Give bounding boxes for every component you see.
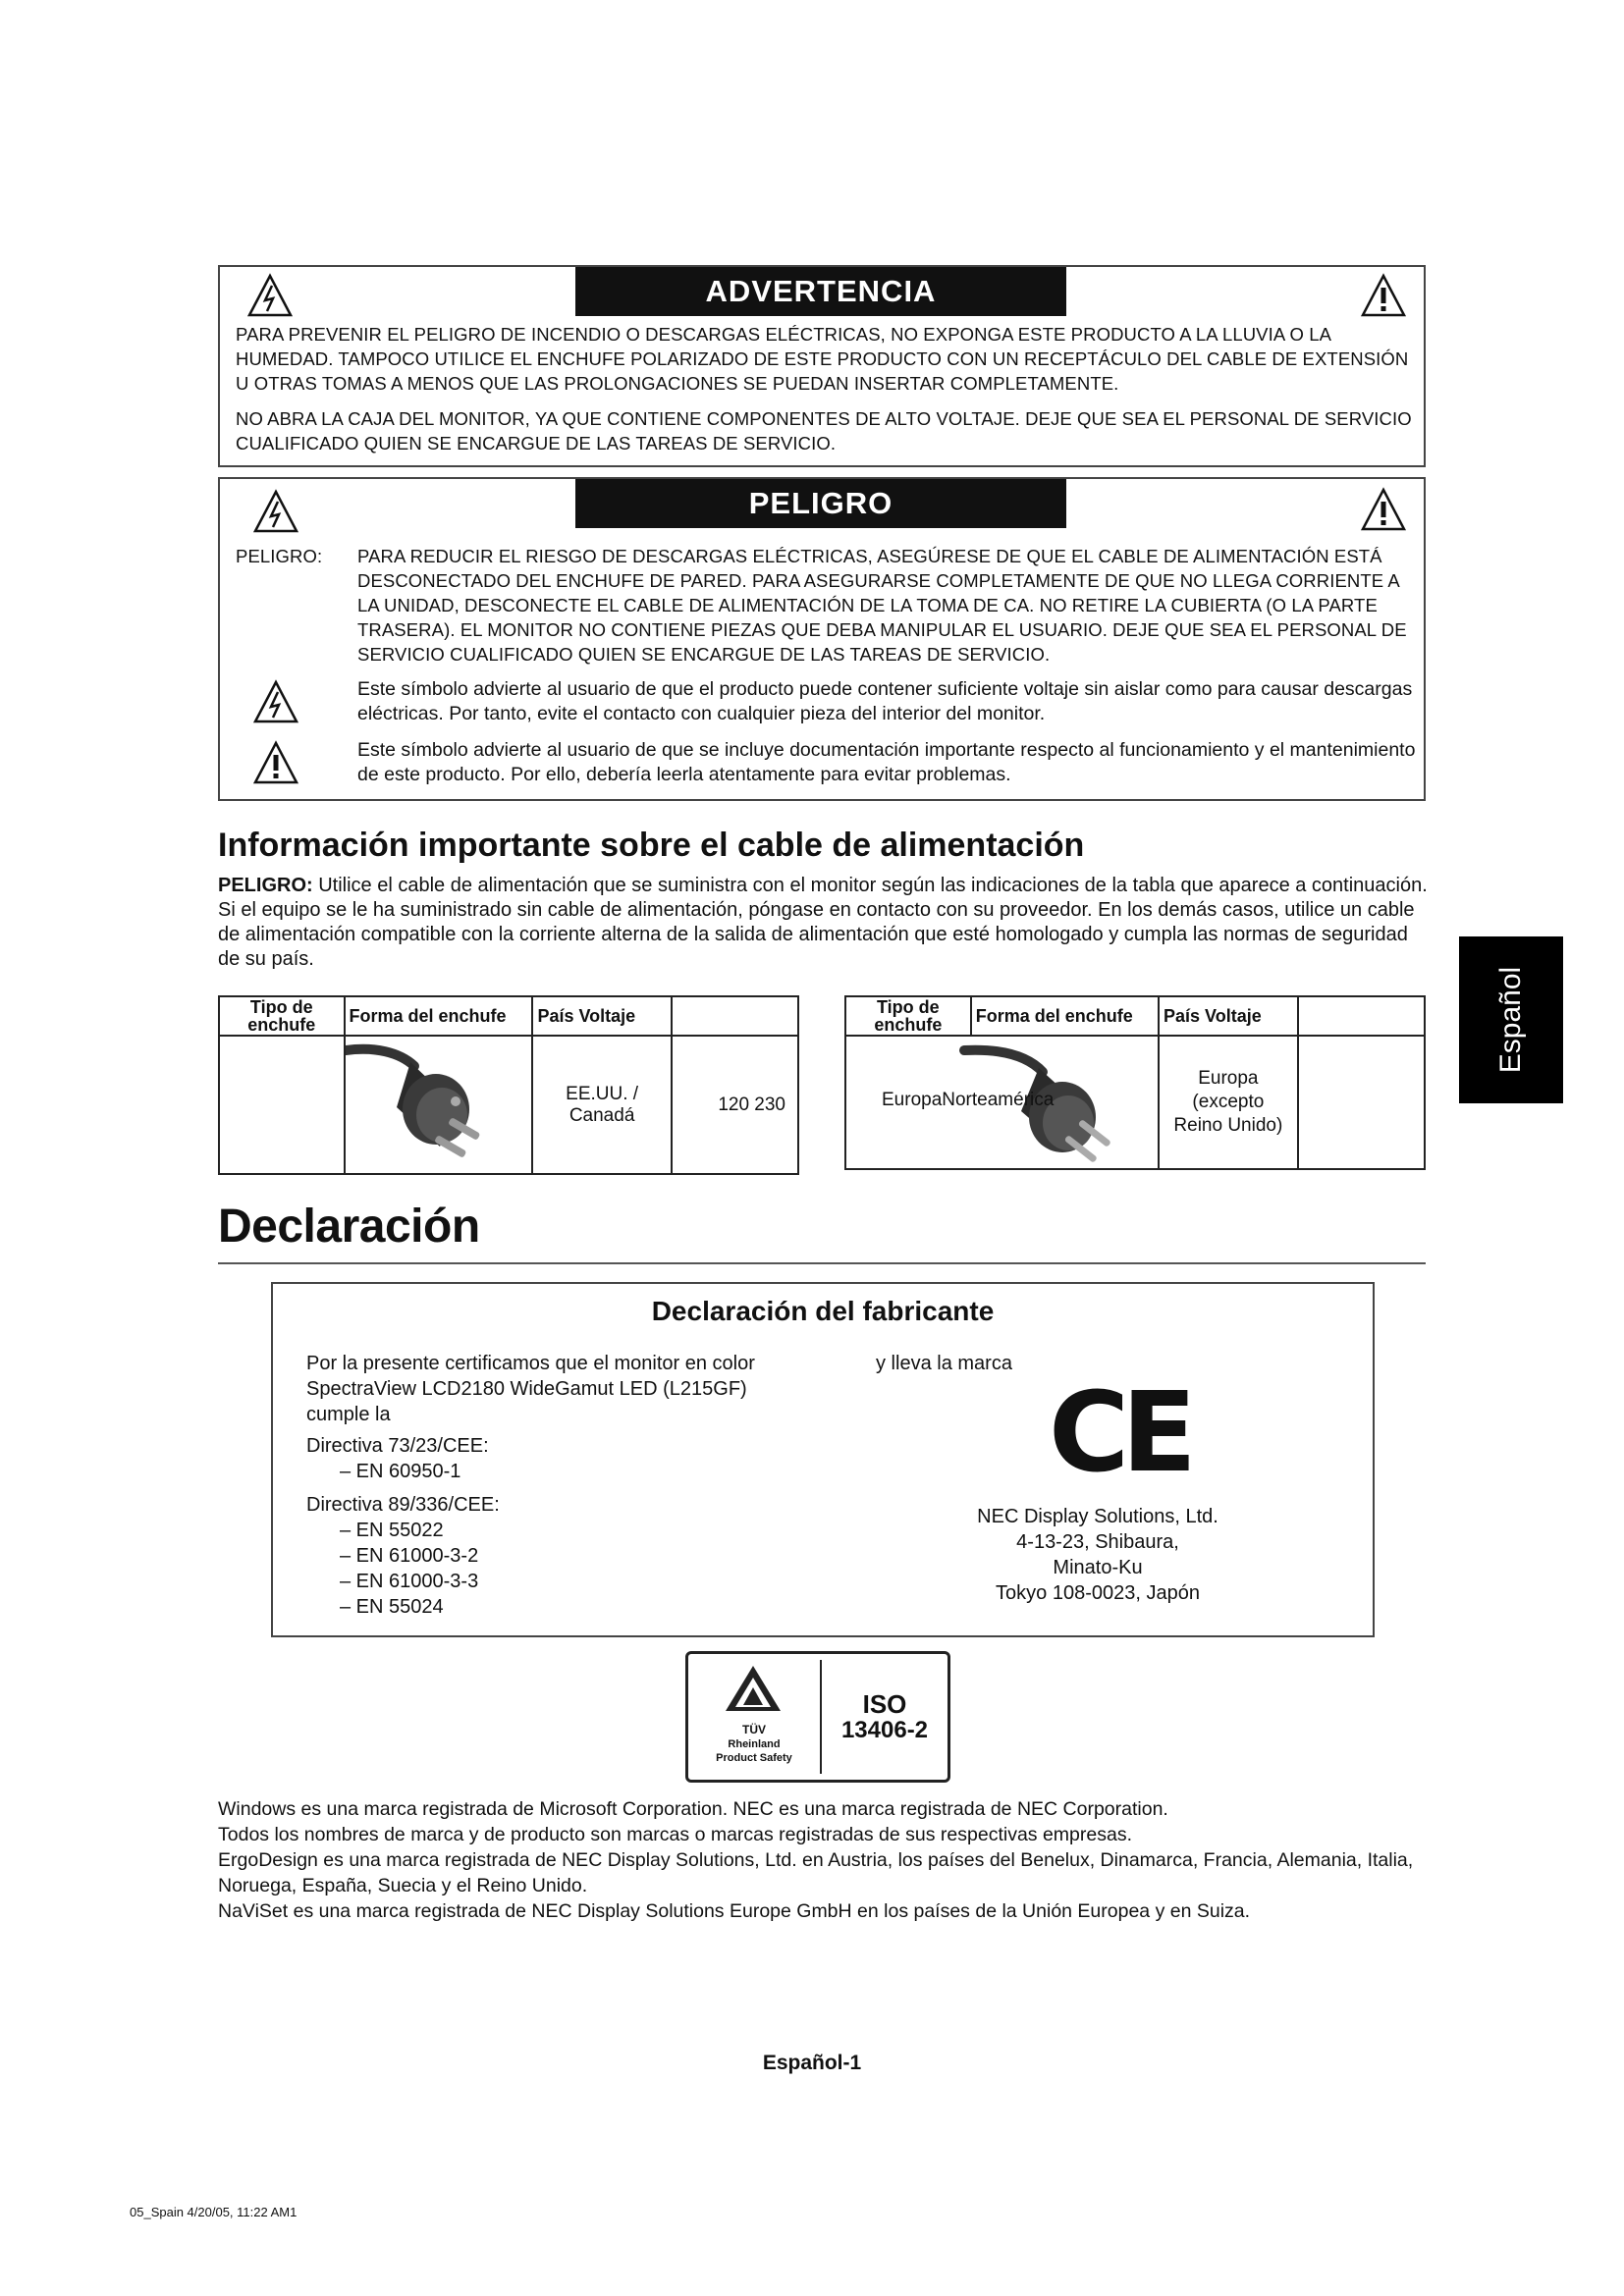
language-side-tab[interactable]: [1459, 936, 1563, 1103]
directive-89-336: Directiva 89/336/CEE:: [306, 1494, 500, 1516]
company-address-line: 4-13-23, Shibaura,: [1016, 1531, 1179, 1553]
iso-number: 13406-2: [840, 1717, 929, 1743]
us-plug-image: [345, 1036, 533, 1174]
directive-73-23: Directiva 73/23/CEE:: [306, 1435, 489, 1457]
ce-mark-text: y lleva la marca: [876, 1353, 1012, 1374]
directive-73-23-item: – EN 60950-1: [340, 1461, 461, 1482]
footer-stamp: 05_Spain 4/20/05, 11:22 AM1: [130, 2205, 298, 2219]
power-cord-text: [218, 874, 1428, 972]
declaration-heading: Declaración: [218, 1201, 480, 1253]
company-address-line: Tokyo 108-0023, Japón: [996, 1582, 1200, 1604]
tuv-line-2: Rheinland: [728, 1738, 781, 1750]
warning-paragraph-1: PARA PREVENIR EL PELIGRO DE INCENDIO O DESCARGAS ELÉCTRICAS, NO EXPONGA ESTE PRODUCTO A LA LLUVIA O LA HUMEDAD. TAMPOCO UTILICE EL ENCHUFE POLARIZADO DE ESTE PRODUCTO CON UN RECEPTÁCULO DEL CABLE DE EXTENSIÓN U OTRAS TOMAS A MENOS QUE LAS PROLONGACIONES SE PUEDAN INSERTAR COMPLETAMENTE.: [236, 324, 1409, 394]
declaration-intro: Por la presente certificamos que el monitor en color SpectraView LCD2180 WideGamut LED (L215GF) cumple la: [306, 1353, 755, 1425]
manufacturer-declaration-title: Declaración del fabricante: [651, 1296, 995, 1326]
exclamation-icon: [1361, 273, 1406, 318]
iso-label: ISO: [862, 1689, 907, 1719]
europe-plug-cell: [845, 1036, 1159, 1169]
electric-shock-icon: [247, 273, 293, 318]
us-country-cell: EE.UU. / Canadá: [532, 1036, 671, 1174]
directive-89-336-item: – EN 61000-3-3: [340, 1571, 479, 1592]
table-header-plug-shape: Forma del enchufe: [971, 996, 1159, 1036]
manufacturer-declaration-box: [271, 1282, 1375, 1637]
warning-box: [218, 265, 1426, 467]
company-address-line: Minato-Ku: [1053, 1557, 1143, 1578]
tuv-iso-logo: [685, 1651, 950, 1783]
tuv-triangle-icon: [724, 1664, 783, 1713]
us-voltage-cell: 120 230: [672, 1036, 798, 1174]
electric-shock-icon: [253, 679, 298, 724]
warning-title: ADVERTENCIA: [575, 267, 1066, 316]
danger-label: PELIGRO:: [236, 546, 323, 566]
trademark-windows: Windows es una marca registrada de Microsoft Corporation. NEC es una marca registrada de NEC Corporation.: [218, 1798, 1168, 1820]
table-header-plug-shape: Forma del enchufe: [345, 996, 533, 1036]
europe-country-cell: Europa (excepto Reino Unido): [1159, 1036, 1298, 1169]
trademark-naviset: NaViSet es una marca registrada de NEC Display Solutions Europe GmbH en los países de la Unión Europea y en Suiza.: [218, 1900, 1251, 1922]
exclamation-icon: [253, 740, 298, 785]
plug-table-us: [218, 995, 799, 1175]
directive-89-336-item: – EN 61000-3-2: [340, 1545, 479, 1567]
danger-title: PELIGRO: [575, 479, 1066, 528]
exclamation-icon: [1361, 487, 1406, 532]
power-cord-heading: Información importante sobre el cable de alimentación: [218, 827, 1085, 864]
trademark-ergodesign: ErgoDesign es una marca registrada de NEC Display Solutions, Ltd. en Austria, los países del Benelux, Dinamarca, Francia, Alemania, Italia, Noruega, España, Suecia y el Reino Unido.: [218, 1849, 1414, 1896]
declaration-rule: [218, 1262, 1426, 1264]
table-header-plug-type: Tipo de enchufe: [219, 996, 345, 1036]
danger-box: [218, 477, 1426, 801]
trademark-general: Todos los nombres de marca y de producto son marcas o marcas registradas de sus respectivas empresas.: [218, 1824, 1133, 1845]
company-name: NEC Display Solutions, Ltd.: [977, 1506, 1218, 1527]
directive-89-336-item: – EN 55022: [340, 1520, 444, 1541]
tuv-line-3: Product Safety: [716, 1752, 792, 1764]
language-side-tab-label: Español: [1494, 966, 1527, 1074]
ce-mark-logo: CE: [1049, 1369, 1189, 1497]
table-header-country-voltage: País Voltaje: [532, 996, 671, 1036]
warning-paragraph-2: NO ABRA LA CAJA DEL MONITOR, YA QUE CONTIENE COMPONENTES DE ALTO VOLTAJE. DEJE QUE SEA EL PERSONAL DE SERVICIO CUALIFICADO QUIEN SE ENCARGUE DE LAS TAREAS DE SERVICIO.: [236, 408, 1412, 454]
directive-89-336-item: – EN 55024: [340, 1596, 444, 1618]
shock-symbol-description: Este símbolo advierte al usuario de que el producto puede contener suficiente voltaje sin aislar como para causar descargas eléctricas. Por tanto, evite el contacto con cualquier pieza del interior del monitor.: [357, 678, 1413, 724]
danger-paragraph: PARA REDUCIR EL RIESGO DE DESCARGAS ELÉCTRICAS, ASEGÚRESE DE QUE EL CABLE DE ALIMENTACIÓN ESTÁ DESCONECTADO DEL ENCHUFE DE PARED. PARA ASEGURARSE COMPLETAMENTE DE QUE NO LLEGA CORRIENTE A LA UNIDAD, DESCONECTE EL CABLE DE ALIMENTACIÓN DE LA TOMA DE CA. NO RETIRE LA CUBIERTA (O LA PARTE TRASERA). EL MONITOR NO CONTIENE PIEZAS QUE DEBA MANIPULAR EL USUARIO. DEJE QUE SEA EL PERSONAL DE SERVICIO CUALIFICADO QUIEN SE ENCARGUE DE LAS TAREAS DE SERVICIO.: [357, 546, 1407, 665]
exclamation-symbol-description: Este símbolo advierte al usuario de que se incluye documentación importante respecto al funcionamiento y el mantenimiento de este producto. Por ello, debería leerla atentamente para evitar problemas.: [357, 739, 1416, 785]
table-header-country-voltage: País Voltaje: [1159, 996, 1298, 1036]
power-cord-body: Utilice el cable de alimentación que se suministra con el monitor según las indicaciones de la tabla que aparece a continuación. Si el equipo se le ha suministrado sin cable de alimentación, póngase en contacto con su proveedor. En los demás casos, utilice un cable de alimentación compatible con la corriente alterna de la salida de alimentación que esté homologado y cumpla las normas de seguridad de su país.: [218, 875, 1428, 970]
tuv-brand: TÜV: [742, 1723, 766, 1736]
europe-type-cell: EuropaNorteamérica: [882, 1090, 1055, 1110]
us-plug-icon: [346, 1037, 528, 1168]
power-cord-lead: PELIGRO:: [218, 875, 313, 896]
page-number: Español-1: [762, 2052, 862, 2074]
electric-shock-icon: [253, 489, 298, 534]
table-header-plug-type: Tipo de enchufe: [845, 996, 971, 1036]
plug-table-europe: [844, 995, 1426, 1170]
